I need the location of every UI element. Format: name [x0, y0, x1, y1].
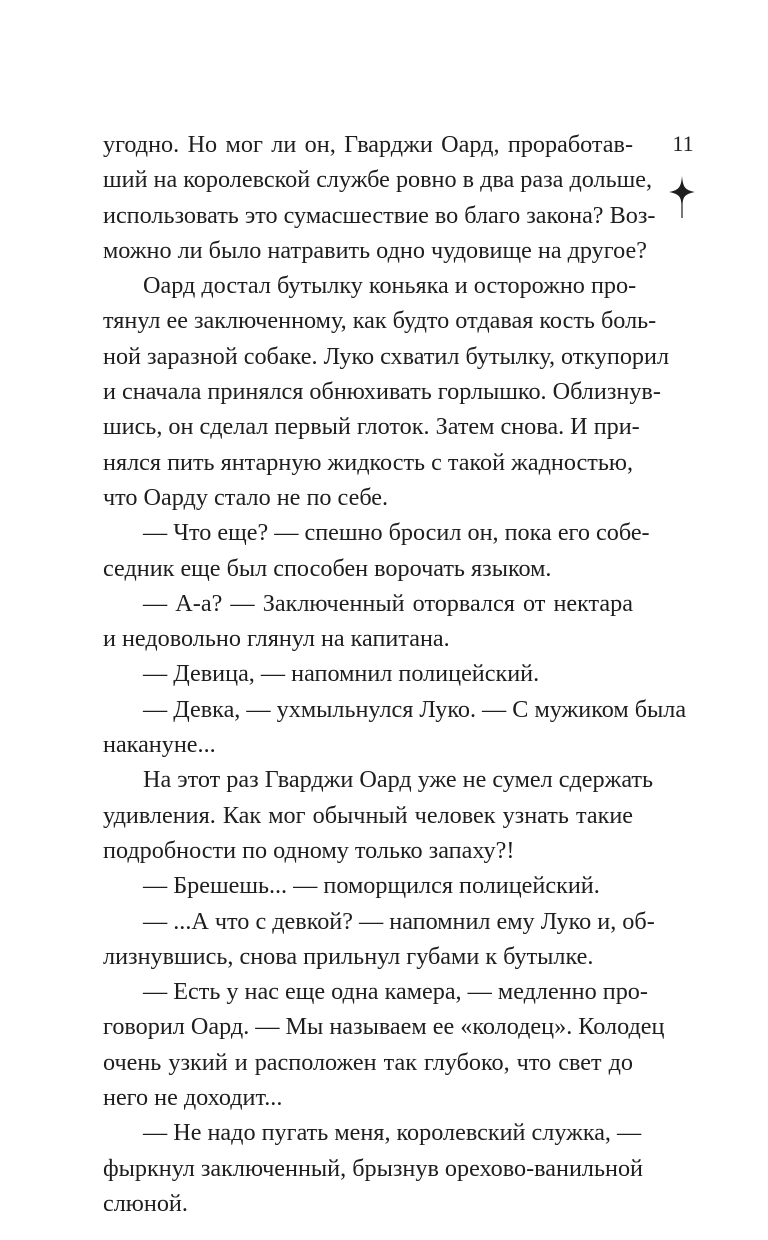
text-line: На этот раз Гварджи Оард уже не сумел сдержать: [143, 766, 654, 794]
text-line: использовать это сумасшествие во благо закона? Воз-: [103, 201, 656, 229]
text-line: говорил Оард. — Мы называем ее «колодец». Колодец: [103, 1013, 665, 1041]
text-line: удивления. Как мог обычный человек узнать такие: [103, 801, 633, 829]
paragraph: [103, 268, 670, 515]
text-line: очень узкий и расположен так глубоко, что свет до: [103, 1048, 633, 1076]
text-line: — Девка, — ухмыльнулся Луко. — С мужиком была: [143, 695, 687, 723]
page-number: 11: [672, 131, 694, 156]
paragraph: [103, 974, 665, 1115]
text-line: тянул ее заключенному, как будто отдавая кость боль-: [103, 307, 657, 335]
text-line: — Не надо пугать меня, королевский служка, —: [143, 1119, 642, 1147]
paragraph: [103, 868, 633, 903]
text-line: ший на королевской службе ровно в два раза дольше,: [103, 166, 653, 194]
text-line: лизнувшись, снова прильнул губами к бутылке.: [103, 942, 594, 970]
paragraph: [103, 127, 656, 268]
paragraph: [103, 586, 633, 657]
text-line: — А-а? — Заключенный оторвался от нектара: [143, 589, 633, 617]
text-line: него не доходит...: [103, 1084, 283, 1112]
text-line: — Что еще? — спешно бросил он, пока его собе-: [143, 519, 650, 547]
paragraph: [103, 762, 654, 868]
text-line: ной заразной собаке. Луко схватил бутылку, откупорил: [103, 342, 670, 370]
text-line: подробности по одному только запаху?!: [103, 836, 515, 864]
paragraph: [103, 515, 650, 586]
text-line: — Брешешь... — поморщился полицейский.: [143, 872, 600, 900]
text-line: седник еще был способен ворочать языком.: [103, 554, 552, 582]
text-line: и сначала принялся обнюхивать горлышко. Облизнув-: [103, 378, 661, 406]
four-point-star-ornament-icon: [667, 174, 697, 220]
text-line: фыркнул заключенный, брызнув орехово-ванильной: [103, 1154, 643, 1182]
text-line: — Девица, — напомнил полицейский.: [143, 660, 540, 688]
paragraph: [103, 656, 633, 691]
text-line: шись, он сделал первый глоток. Затем снова. И при-: [103, 413, 640, 441]
text-line: угодно. Но мог ли он, Гварджи Оард, проработав-: [103, 131, 633, 158]
text-line: Оард достал бутылку коньяка и осторожно про-: [143, 272, 637, 300]
text-line: нялся пить янтарную жидкость с такой жадностью,: [103, 448, 633, 476]
paragraph: [103, 1115, 643, 1221]
text-line: — Есть у нас еще одна камера, — медленно про-: [143, 978, 648, 1006]
text-line: накануне...: [103, 731, 216, 759]
text-line: что Оарду стало не по себе.: [103, 483, 389, 511]
text-line: и недовольно глянул на капитана.: [103, 625, 450, 653]
text-line: слюной.: [103, 1189, 188, 1217]
text-line: — ...А что с девкой? — напомнил ему Луко и, об-: [143, 907, 655, 935]
text-line: можно ли было натравить одно чудовище на другое?: [103, 236, 647, 264]
paragraph: [103, 904, 655, 975]
paragraph: [103, 692, 687, 763]
